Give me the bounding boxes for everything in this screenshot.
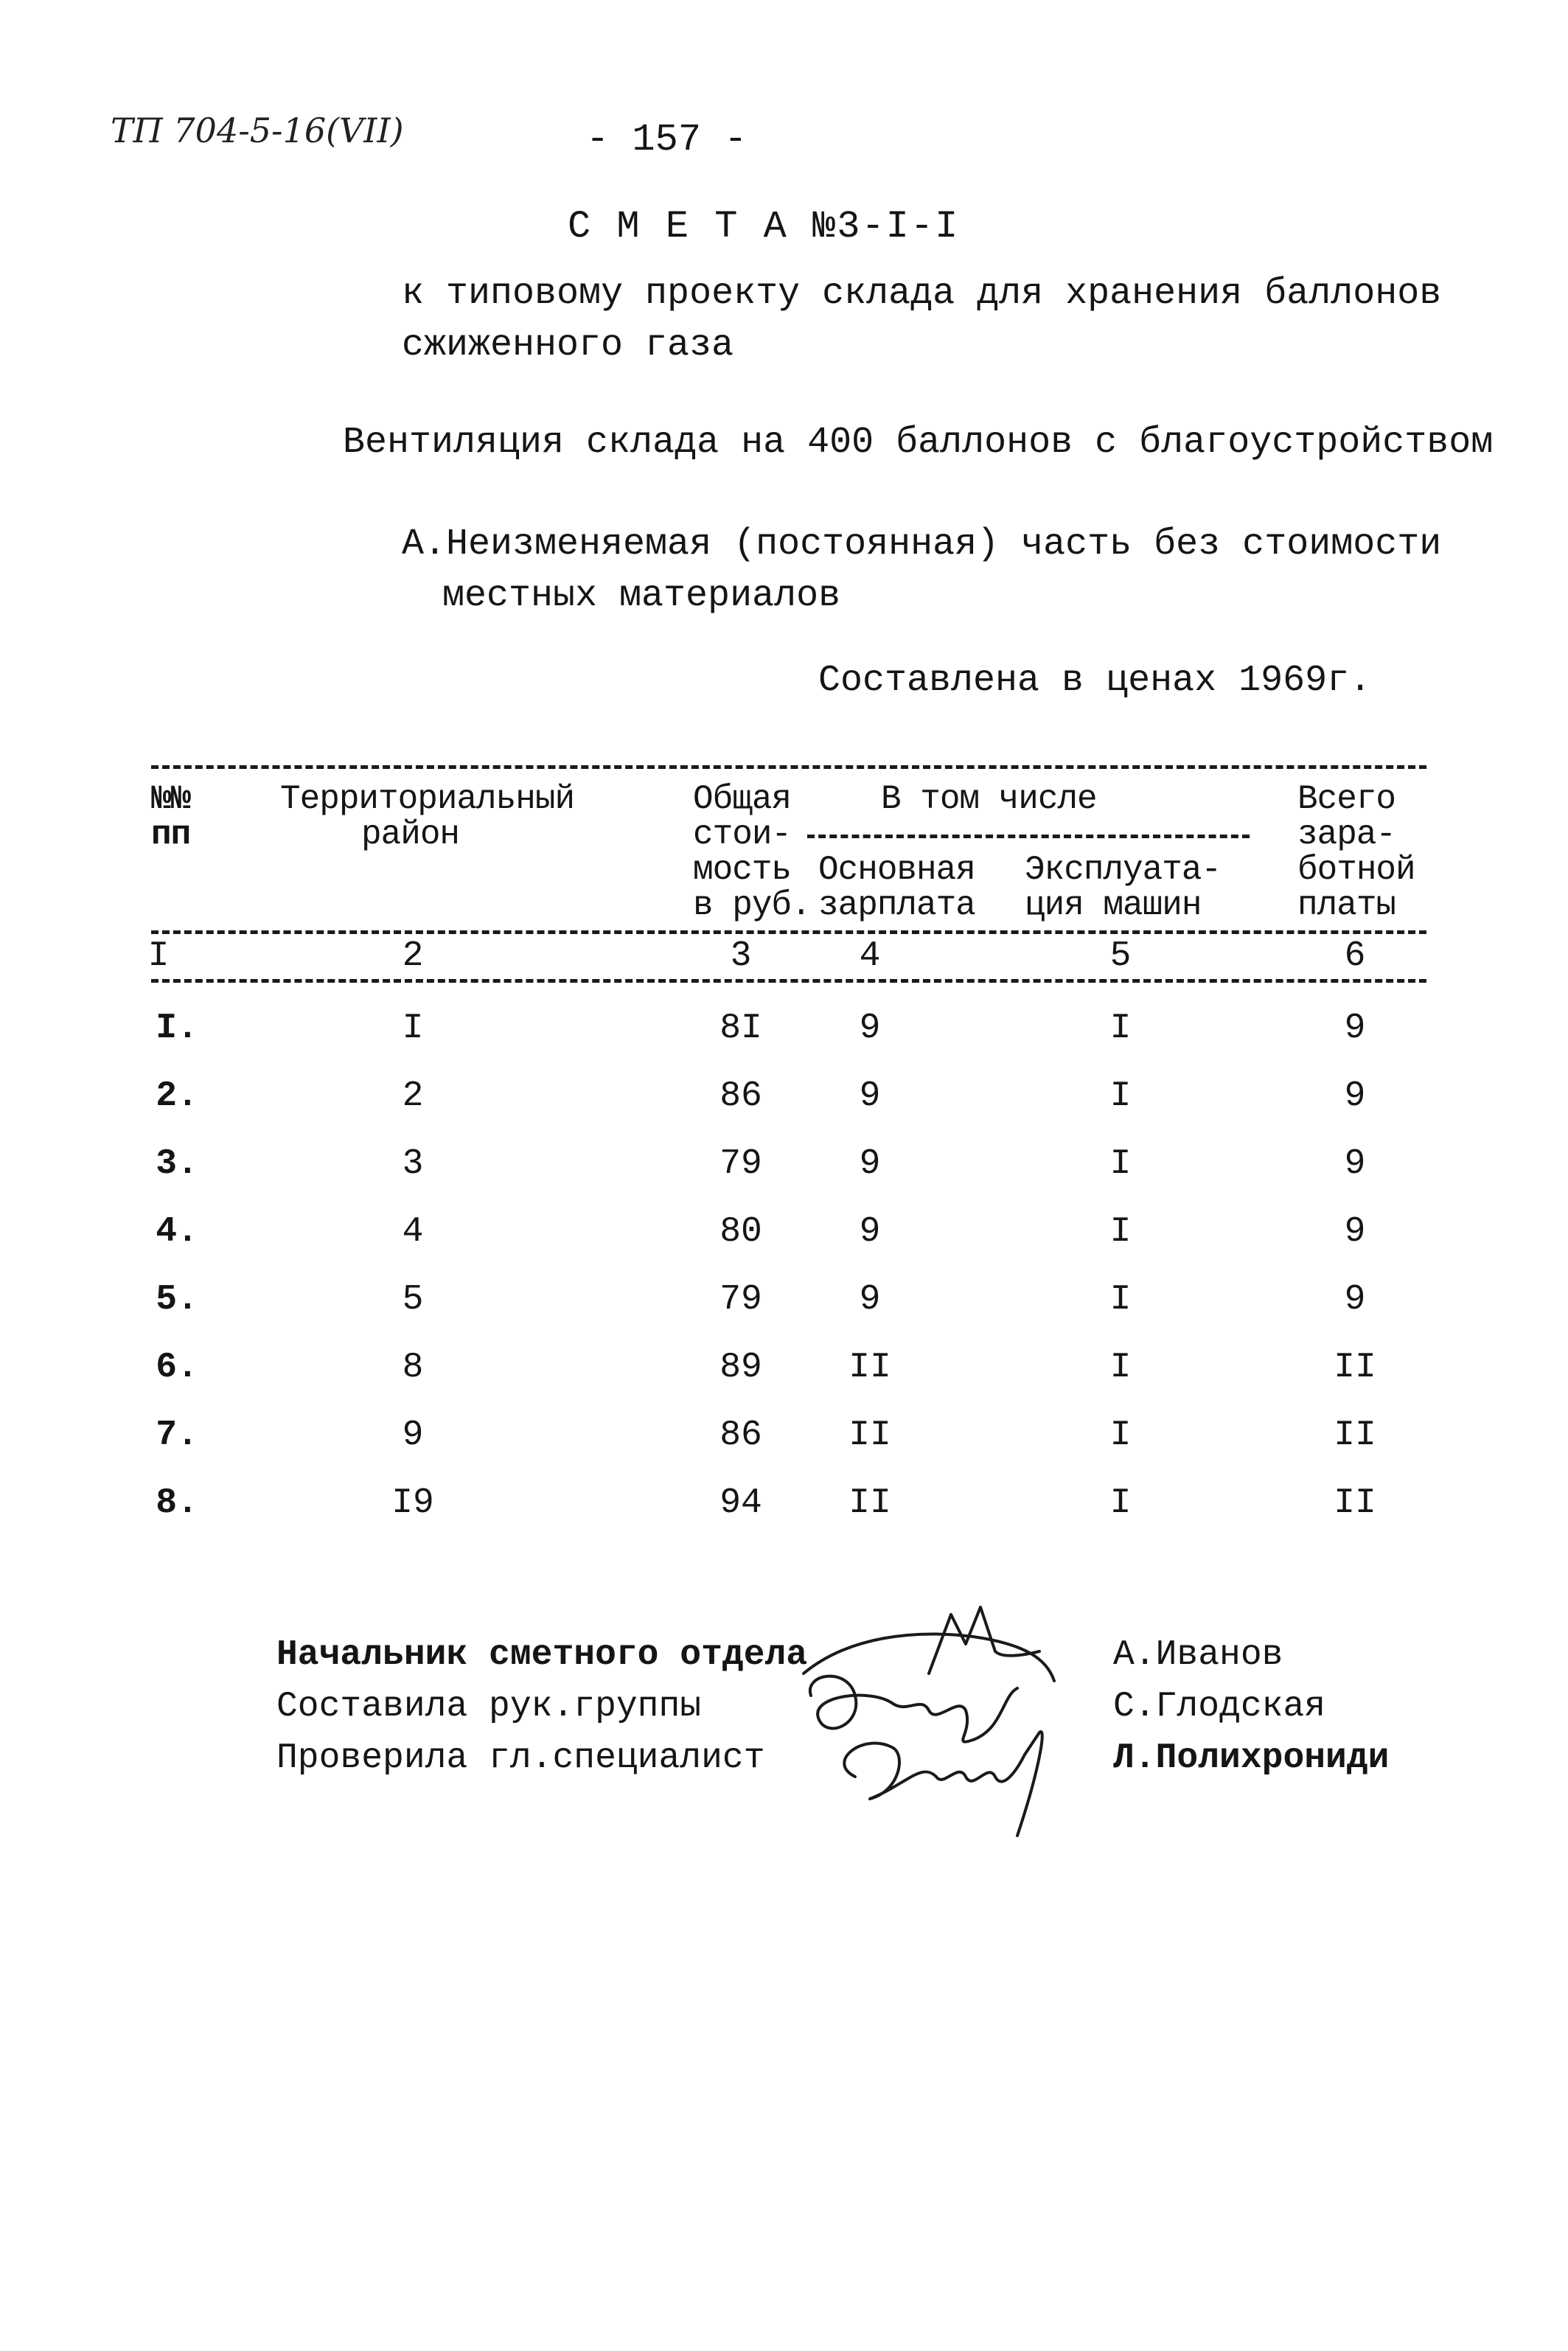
handwritten-signatures [781,1585,1106,1850]
table-cell: 8I [719,1009,762,1048]
header-number: №№ пп [151,780,191,854]
table-cell: I [402,1009,424,1048]
table-cell: 79 [719,1144,762,1184]
estimate-heading: С М Е Т А №3-I-I [568,205,960,248]
page-number: - 157 - [586,118,748,161]
table-cell: 9 [1344,1144,1366,1184]
signature-scribble [810,1676,1017,1742]
table-cell: 2. [156,1076,198,1116]
table-cell: 9 [1344,1009,1366,1048]
signature-name: А.Иванов [1113,1635,1283,1675]
signature-name: С.Глодская [1113,1687,1326,1727]
column-number-top-rule [151,930,1426,934]
header-region: Территориальный район [280,780,575,854]
table-cell: I [1109,1348,1132,1387]
table-cell: 9 [1344,1076,1366,1116]
prices-note: Составлена в ценах 1969г. [818,660,1372,702]
table-cell: I [1109,1280,1132,1320]
table-cell: 9 [859,1009,881,1048]
table-cell: II [1334,1483,1376,1523]
table-cell: 5. [156,1280,198,1320]
table-cell: 9 [402,1415,424,1455]
section-title: Вентиляция склада на 400 баллонов с благоустройством [343,422,1494,464]
table-cell: 4 [402,1212,424,1252]
column-number: I [147,936,170,976]
table-cell: 9 [859,1076,881,1116]
subtitle-line-2: сжиженного газа [402,324,734,366]
table-cell: 5 [402,1280,424,1320]
column-number: 2 [402,936,424,976]
column-number: 6 [1344,936,1366,976]
table-cell: 7. [156,1415,198,1455]
table-cell: 86 [719,1415,762,1455]
including-rule [807,835,1250,838]
part-title-line-2: местных материалов [442,575,841,617]
table-cell: II [1334,1415,1376,1455]
table-cell: II [849,1415,891,1455]
header-total-cost: Общая стои- мость в руб. [693,780,811,924]
signature-position: Начальник сметного отдела [276,1635,808,1675]
column-number: 4 [859,936,881,976]
part-title-line-1: А.Неизменяемая (постоянная) часть без стоимости [402,523,1442,565]
signature-name: Л.Полихрониди [1113,1738,1390,1778]
table-cell: 9 [859,1212,881,1252]
table-cell: I [1109,1144,1132,1184]
subtitle-line-1: к типовому проекту склада для хранения баллонов [402,273,1442,315]
table-cell: I9 [391,1483,434,1523]
table-cell: 4. [156,1212,198,1252]
table-cell: 8. [156,1483,198,1523]
table-cell: 9 [859,1144,881,1184]
table-cell: II [1334,1348,1376,1387]
signature-position: Составила рук.группы [276,1687,702,1727]
header-including: В том числе [881,780,1097,818]
table-cell: II [849,1348,891,1387]
table-cell: I. [156,1009,198,1048]
column-number-bottom-rule [151,979,1426,983]
table-cell: 9 [1344,1280,1366,1320]
table-cell: I [1109,1483,1132,1523]
document-code: ТП 704-5-16(VII) [111,111,404,150]
column-number: 5 [1109,936,1132,976]
table-cell: I [1109,1212,1132,1252]
header-machine-operation: Эксплуата- ция машин [1025,851,1222,924]
table-cell: I [1109,1076,1132,1116]
table-cell: II [849,1483,891,1523]
table-cell: 9 [1344,1212,1366,1252]
table-cell: I [1109,1009,1132,1048]
table-cell: I [1109,1415,1132,1455]
signature-scribble [844,1732,1042,1836]
header-total-wages: Всего зара- ботной платы [1297,780,1415,924]
signature-scribble [804,1607,1054,1681]
table-cell: 9 [859,1280,881,1320]
header-base-salary: Основная зарплата [818,851,975,924]
table-cell: 79 [719,1280,762,1320]
table-cell: 89 [719,1348,762,1387]
table-cell: 6. [156,1348,198,1387]
column-number: 3 [730,936,752,976]
table-cell: 2 [402,1076,424,1116]
table-cell: 94 [719,1483,762,1523]
table-cell: 3 [402,1144,424,1184]
table-cell: 86 [719,1076,762,1116]
table-top-rule [151,765,1426,769]
table-cell: 3. [156,1144,198,1184]
table-cell: 8 [402,1348,424,1387]
signature-position: Проверила гл.специалист [276,1738,765,1778]
table-cell: 80 [719,1212,762,1252]
